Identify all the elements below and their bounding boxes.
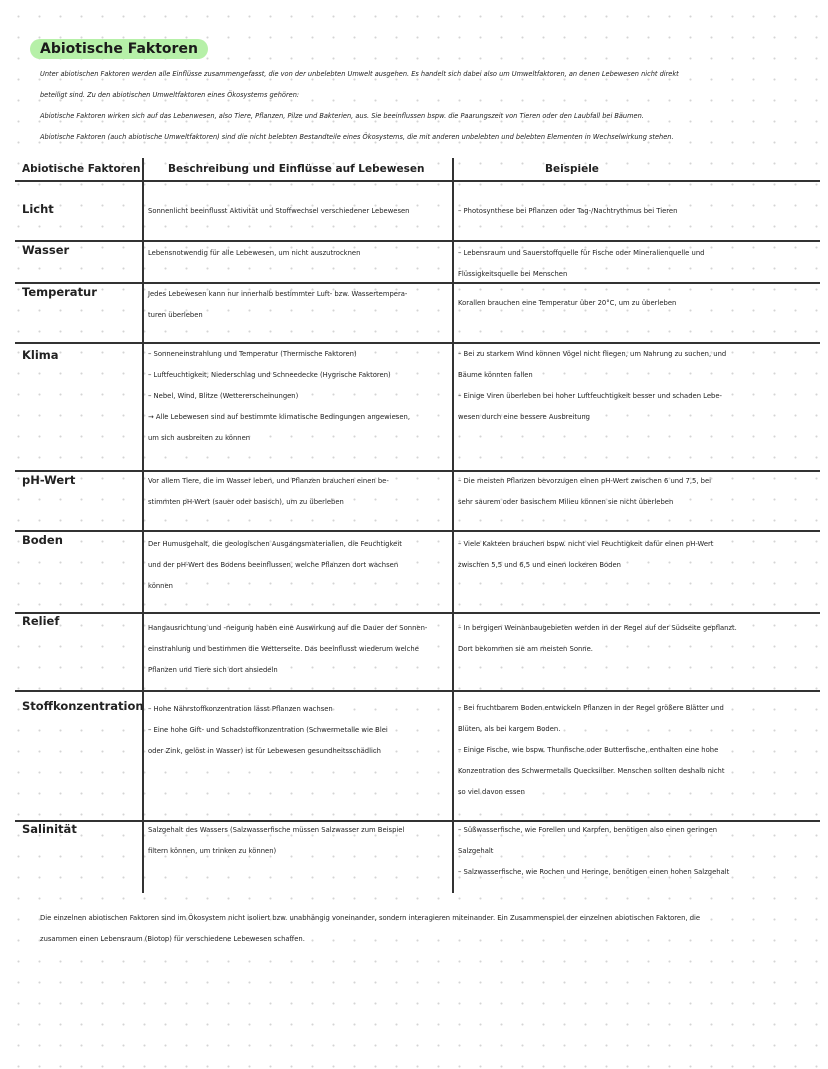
description-line: Sonnenlicht beeinflusst Aktivität und Stoffwechsel verschiedener Lebewesen <box>148 207 410 215</box>
example-line: Bäume könnten fallen <box>458 371 533 379</box>
description-line: um sich ausbreiten zu können <box>148 434 251 442</box>
header-factor: Abiotische Faktoren <box>22 163 141 175</box>
summary-text <box>40 908 700 950</box>
description-line: Lebensnotwendig für alle Lebewesen, um nicht auszutrocknen <box>148 249 361 257</box>
example-line: – In bergigen Weinanbaugebieten werden in der Regel auf der Südseite gepflanzt. <box>458 624 737 632</box>
factor-label: pH-Wert <box>22 473 76 487</box>
example-line: Korallen brauchen eine Temperatur über 20°C, um zu überleben <box>458 299 677 307</box>
factor-label: Licht <box>22 202 54 216</box>
description-line: – Eine hohe Gift- und Schadstoffkonzentration (Schwermetalle wie Blei <box>148 726 388 734</box>
description-line: können <box>148 582 173 590</box>
intro-text <box>40 64 820 148</box>
row-divider <box>15 240 820 242</box>
example-line: – Lebensraum und Sauerstoffquelle für Fische oder Mineralienquelle und <box>458 249 705 257</box>
description-line: → Alle Lebewesen sind auf bestimmte klimatische Bedingungen angewiesen, <box>148 413 410 421</box>
example-line: – Salzwasserfische, wie Rochen und Heringe, benötigen einen hohen Salzgehalt <box>458 868 730 876</box>
description-line: einstrahlung und bestimmen die Wetterseite. Das beeinflusst wiederum welche <box>148 645 419 653</box>
example-line: sehr saurem oder basischem Milieu können sie nicht überleben <box>458 498 674 506</box>
description-line: turen überleben <box>148 311 203 319</box>
factor-label: Wasser <box>22 243 70 257</box>
summary-line: zusammen einen Lebensraum (Biotop) für verschiedene Lebewesen schaffen. <box>40 935 305 943</box>
example-line: – Die meisten Pflanzen bevorzugen einen pH-Wert zwischen 6 und 7,5, bei <box>458 477 712 485</box>
description-line: – Nebel, Wind, Blitze (Wettererscheinungen) <box>148 392 299 400</box>
summary-line: Die einzelnen abiotischen Faktoren sind im Ökosystem nicht isoliert bzw. unabhängig voneinander, sondern interagieren miteinander. Ein Zusammenspiel der einzelnen abiotischen Faktoren, die <box>40 914 701 922</box>
row-divider <box>15 690 820 692</box>
column-divider <box>142 158 144 893</box>
description-line: Salzgehalt des Wassers (Salzwasserfische müssen Salzwasser zum Beispiel <box>148 826 405 834</box>
factor-label: Stoffkonzentration <box>22 699 144 713</box>
description-line: – Sonneneinstrahlung und Temperatur (Thermische Faktoren) <box>148 350 357 358</box>
intro-line: beteiligt sind. Zu den abiotischen Umweltfaktoren eines Ökosystems gehören: <box>40 91 300 99</box>
description-line: Der Humusgehalt, die geologischen Ausgangsmaterialien, die Feuchtigkeit <box>148 540 402 548</box>
description-line: – Luftfeuchtigkeit, Niederschlag und Schneedecke (Hygrische Faktoren) <box>148 371 391 379</box>
row-divider <box>15 530 820 532</box>
description-line: Jedes Lebewesen kann nur innerhalb bestimmter Luft- bzw. Wassertempera- <box>148 290 408 298</box>
factor-label: Boden <box>22 533 63 547</box>
description-line: Pflanzen und Tiere sich dort ansiedeln <box>148 666 278 674</box>
example-line: – Einige Fische, wie bspw. Thunfische oder Butterfische, enthalten eine hohe <box>458 746 719 754</box>
example-line: – Einige Viren überleben bei hoher Luftfeuchtigkeit besser und schaden Lebe- <box>458 392 722 400</box>
example-line: wesen durch eine bessere Ausbreitung <box>458 413 590 421</box>
example-line: so viel davon essen <box>458 788 525 796</box>
example-line: zwischen 5,5 und 6,5 und einen lockeren Boden <box>458 561 621 569</box>
description-line: filtern können, um trinken zu können) <box>148 847 277 855</box>
description-line: oder Zink, gelöst in Wasser) ist für Lebewesen gesundheitsschädlich <box>148 747 381 755</box>
description-line: und der pH-Wert des Bodens beeinflussen, welche Pflanzen dort wachsen <box>148 561 399 569</box>
intro-line: Abiotische Faktoren (auch abiotische Umweltfaktoren) sind die nicht belebten Bestandteile eines Ökosystems, die mit anderen unbelebten und belebten Elementen in Wechselwirkung stehen. <box>40 133 674 141</box>
header-description: Beschreibung und Einflüsse auf Lebewesen <box>168 163 425 175</box>
example-line: Blüten, als bei kargem Boden. <box>458 725 561 733</box>
description-line: – Hohe Nährstoffkonzentration lässt Pflanzen wachsen <box>148 705 333 713</box>
example-line: – Süßwasserfische, wie Forellen und Karpfen, benötigen also einen geringen <box>458 826 718 834</box>
header-examples: Beispiele <box>545 163 599 175</box>
row-divider <box>15 282 820 284</box>
example-line: – Photosynthese bei Pflanzen oder Tag-/Nachtrythmus bei Tieren <box>458 207 678 215</box>
example-line: – Bei fruchtbarem Boden entwickeln Pflanzen in der Regel größere Blätter und <box>458 704 724 712</box>
table-rule <box>15 180 820 182</box>
description-line: stimmten pH-Wert (sauer oder basisch), um zu überleben <box>148 498 344 506</box>
example-line: – Viele Kakteen brauchen bspw. nicht viel Feuchtigkeit dafür einen pH-Wert <box>458 540 714 548</box>
description-line: Hangausrichtung und -neigung haben eine Auswirkung auf die Dauer der Sonnen- <box>148 624 428 632</box>
factor-label: Relief <box>22 614 60 628</box>
example-line: – Bei zu starkem Wind können Vögel nicht fliegen, um Nahrung zu suchen, und <box>458 350 727 358</box>
page-title: Abiotische Faktoren <box>30 39 208 59</box>
example-line: Flüssigkeitsquelle bei Menschen <box>458 270 568 278</box>
example-line: Konzentration des Schwermetalls Quecksilber. Menschen sollten deshalb nicht <box>458 767 725 775</box>
factor-label: Temperatur <box>22 285 97 299</box>
example-line: Salzgehalt <box>458 847 494 855</box>
factor-label: Klima <box>22 348 59 362</box>
example-line: Dort bekommen sie am meisten Sonne. <box>458 645 593 653</box>
description-line: Vor allem Tiere, die im Wasser leben, und Pflanzen brauchen einen be- <box>148 477 389 485</box>
intro-line: Unter abiotischen Faktoren werden alle Einflüsse zusammengefasst, die von der unbelebten Umwelt ausgehen. Es handelt sich dabei also um Umweltfaktoren, an denen Lebewesen nicht direkt <box>40 70 679 78</box>
row-divider <box>15 612 820 614</box>
factor-label: Salinität <box>22 822 77 836</box>
column-divider <box>452 158 454 893</box>
intro-line: Abiotische Faktoren wirken sich auf das Lebenwesen, also Tiere, Pflanzen, Pilze und Bakterien, aus. Sie beeinflussen bspw. die Paarungszeit von Tieren oder den Laubfall bei Bäumen. <box>40 112 644 120</box>
